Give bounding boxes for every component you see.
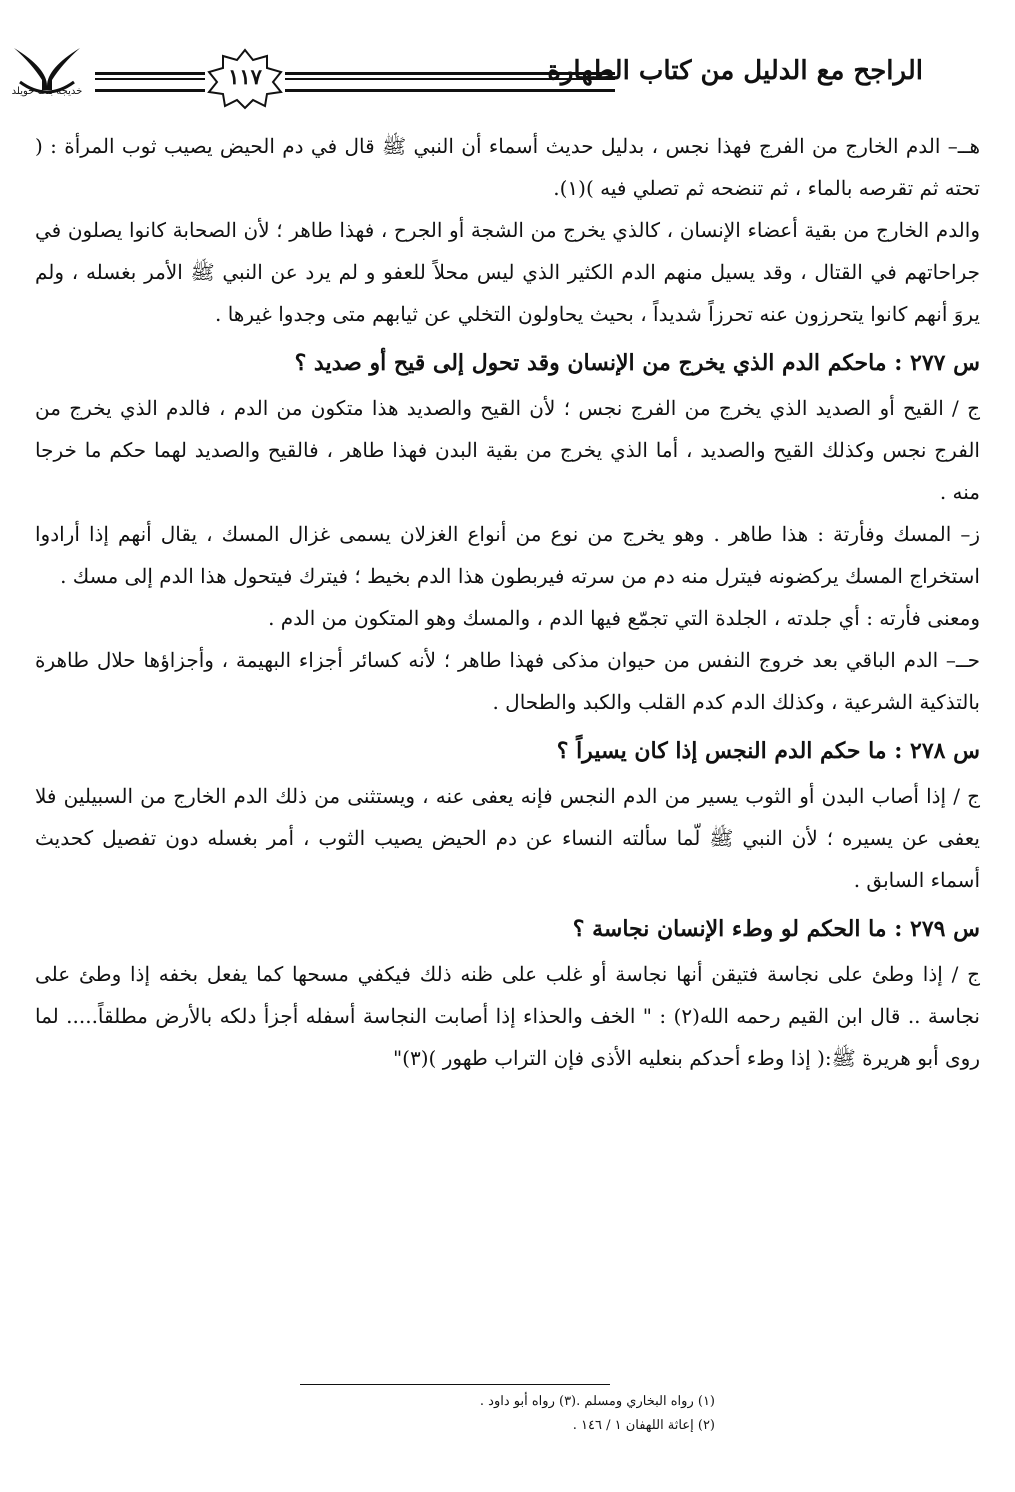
running-title: الراجح مع الدليل من كتاب الطهارة [547, 56, 923, 86]
footnote-separator [300, 1384, 610, 1385]
answer-paragraph: ج / إذا وطئ على نجاسة فتيقن أنها نجاسة أو غلب على ظنه ذلك فيكفي مسحها كما يفعل بخفه إذا وطئ على نجاسة .. قال ابن القيم رحمه الله(٢) : " الخف والحذاء إذا أصابت النجاسة أسفله أجزأ دلكه بالأرض مطلقاً..... لما روى أبو هريرة ﷺ:( إذا وطء أحدكم بنعليه الأذى فإن التراب طهور )(٣)" [35, 962, 980, 1070]
publisher-logo [2, 34, 92, 114]
paragraph: ومعنى فأرته : أي جلدته ، الجلدة التي تجمّع فيها الدم ، والمسك وهو المتكون من الدم . [268, 606, 980, 630]
question-heading: س ٢٧٨ : ما حكم الدم النجس إذا كان يسيراً ؟ [556, 738, 980, 764]
footnote: (١) رواه البخاري ومسلم .(٣) رواه أبو داود . [479, 1394, 715, 1409]
question-heading: س ٢٧٧ : ماحكم الدم الذي يخرج من الإنسان وقد تحول إلى قيح أو صديد ؟ [294, 350, 980, 376]
footnotes [480, 1390, 715, 1438]
answer-paragraph: ج / إذا أصاب البدن أو الثوب يسير من الدم النجس فإنه يعفى عنه ، ويستثنى من ذلك الدم الخارج من السبيلين فلا يعفى عن يسيره ؛ لأن النبي ﷺ لّما سألته النساء عن دم الحيض يصيب الثوب ، أمر بغسله دون تفصيل كحديث أسماء السابق . [35, 784, 980, 892]
page-header [0, 28, 1015, 138]
main-text [35, 125, 980, 1079]
paragraph: حــ– الدم الباقي بعد خروج النفس من حيوان مذكى فهذا طاهر ؛ لأنه كسائر أجزاء البهيمة ، وأجزاؤها حلال طاهرة بالتذكية الشرعية ، وكذلك الدم كدم القلب والكبد والطحال . [35, 648, 980, 714]
paragraph: ز– المسك وفأرتة : هذا طاهر . وهو يخرج من نوع من أنواع الغزلان يسمى غزال المسك ، يقال أنهم إذا أرادوا استخراج المسك يركضونه فيترل منه دم من سرته فيربطون هذا الدم بخيط ؛ فيترك فيتحول هذا الدم إلى مسك . [35, 522, 980, 588]
footnote: (٢) إعاثة اللهفان ١ / ١٤٦ . [572, 1418, 715, 1433]
paragraph: والدم الخارج من بقية أعضاء الإنسان ، كالذي يخرج من الشجة أو الجرح ، فهذا طاهر ؛ لأن الصحابة كانوا يصلون في جراحاتهم في القتال ، وقد يسيل منهم الدم الكثير الذي ليس محلاً للعفو و لم يرد عن النبي ﷺ الأمر بغسله ، ولم يروَ أنهم كانوا يتحرزون عنه تحرزاً شديداً ، بحيث يحاولون التخلي عن ثيابهم متى وجدوا غيرها . [35, 218, 980, 326]
header-rule-left [95, 72, 205, 92]
question-heading: س ٢٧٩ : ما الحكم لو وطء الإنسان نجاسة ؟ [572, 916, 980, 942]
logo-text: خديجة بنت خويلد [11, 86, 83, 97]
answer-paragraph: ج / القيح أو الصديد الذي يخرج من الفرج نجس ؛ لأن القيح والصديد هذا متكون من الدم ، فالدم الذي يخرج من الفرج نجس وكذلك القيح والصديد ، أما الذي يخرج من بقية البدن فهذا طاهر ، فالقيح والصديد لهما حكم ما خرجا منه . [35, 396, 980, 504]
page-number: ١١٧ [228, 64, 262, 89]
paragraph: هــ– الدم الخارج من الفرج فهذا نجس ، بدليل حديث أسماء أن النبي ﷺ قال في دم الحيض يصيب ثوب المرأة : ( تحته ثم تقرصه بالماء ، ثم تنضحه ثم تصلي فيه )(١). [35, 134, 980, 200]
